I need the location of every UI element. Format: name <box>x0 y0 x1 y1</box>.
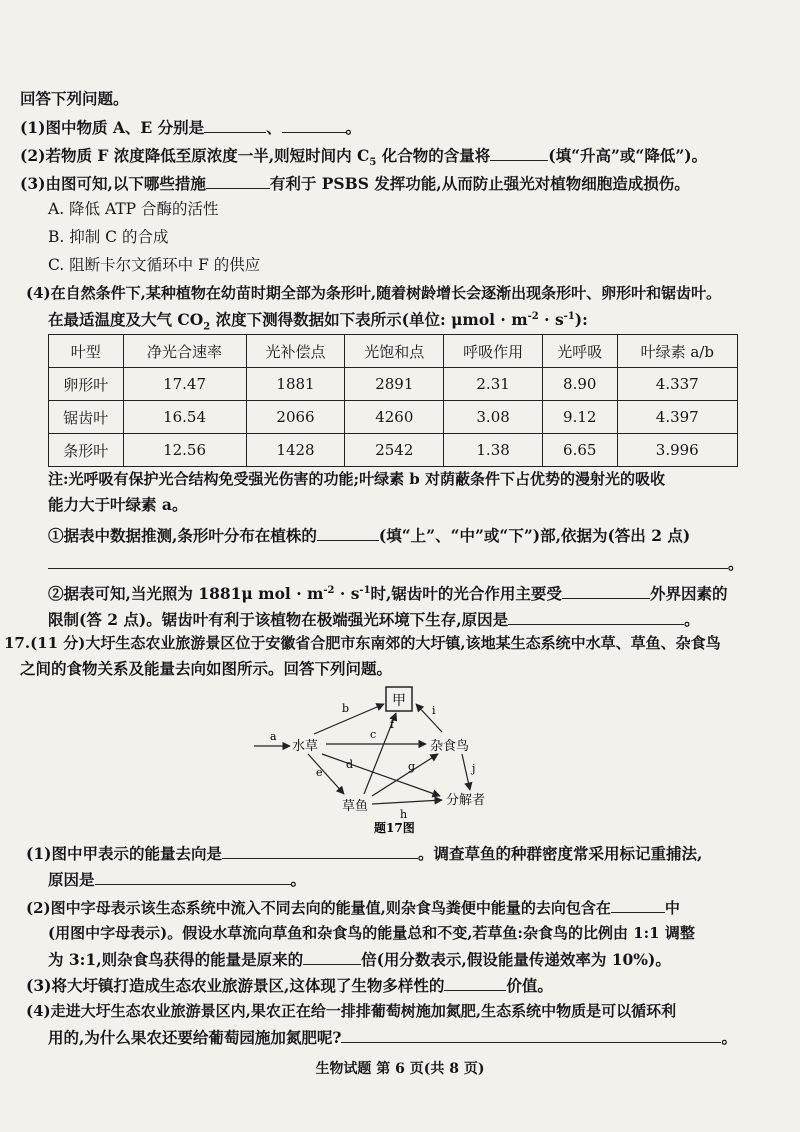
option-b: B. 抑制 C 的合成 <box>48 228 169 246</box>
table-cell: 1881 <box>246 368 345 401</box>
label-f: f <box>390 718 395 731</box>
question-1: (1)图中物质 A、E 分别是 、 。 <box>20 118 362 137</box>
answer-blank[interactable] <box>341 1026 721 1043</box>
leaf-data-table <box>48 334 738 467</box>
table-cell: 条形叶 <box>49 434 124 467</box>
answer-blank[interactable] <box>444 974 506 991</box>
table-cell: 4.397 <box>617 401 737 434</box>
diagram-caption: 题17图 <box>374 821 415 835</box>
table-header-cell: 叶型 <box>49 335 124 368</box>
answer-blank[interactable] <box>48 552 728 569</box>
label-b: b <box>342 702 350 715</box>
part-4-cont: 用的,为什么果农还要给葡萄园施加氮肥呢? 。 <box>48 1028 737 1047</box>
question-2: (2)若物质 F 浓度降低至原浓度一半,则短时间内 $C_5$ 化合物的含量将 (填“升高”或“降低”)。 <box>20 146 708 169</box>
table-cell: 4260 <box>345 401 444 434</box>
part-2: (2)图中字母表示该生态系统中流入不同去向的能量值,则杂食鸟粪便中能量的去向包含在 中 <box>26 896 680 919</box>
table-cell: 4.337 <box>617 368 737 401</box>
sub-question-1: ①据表中数据推测,条形叶分布在植株的 (填“上”、“中”或“下”)部,依据为(答出 2 点) <box>48 526 691 545</box>
table-row <box>49 434 738 467</box>
label-j: j <box>472 762 476 775</box>
node-shuicao: 水草 <box>292 739 319 754</box>
table-header-cell: 净光合速率 <box>123 335 246 368</box>
intro-text: 回答下列问题。 <box>20 89 129 108</box>
answer-blank[interactable] <box>508 608 684 625</box>
label-c: c <box>370 728 377 741</box>
table-header-cell: 光呼吸 <box>543 335 618 368</box>
question-4: (4)在自然条件下,某种植物在幼苗时期全部为条形叶,随着树龄增长会逐渐出现条形叶、卵形叶和锯齿叶。 <box>26 284 722 302</box>
answer-blank[interactable] <box>204 116 266 133</box>
answer-blank[interactable] <box>222 842 418 859</box>
table-cell: 3.996 <box>617 434 737 467</box>
table-row <box>49 401 738 434</box>
label-i: i <box>432 704 436 717</box>
part-2-cont: (用图中字母表示)。假设水草流向草鱼和杂食鸟的能量总和不变,若草鱼:杂食鸟的比例由 1:1 调整 <box>48 924 695 942</box>
table-cell: 2542 <box>345 434 444 467</box>
label-g: g <box>408 760 416 773</box>
part-3: (3)将大圩镇打造成生态农业旅游景区,这体现了生物多样性的 价值。 <box>26 976 553 995</box>
label-a: a <box>270 730 277 743</box>
table-cell: 17.47 <box>123 368 246 401</box>
table-cell: 8.90 <box>543 368 618 401</box>
part-4: (4)走进大圩生态农业旅游景区内,果农正在给一排排葡萄树施加氮肥,生态系统中物质是可以循环利 <box>26 1002 677 1020</box>
table-header-cell: 呼吸作用 <box>444 335 543 368</box>
table-cell: 1.38 <box>444 434 543 467</box>
part-2-end: 为 3:1,则杂食鸟获得的能量是原来的 倍(用分数表示,假设能量传递效率为 10%)。 <box>48 950 671 969</box>
table-cell: 12.56 <box>123 434 246 467</box>
answer-blank[interactable] <box>282 116 346 133</box>
answer-blank[interactable] <box>206 172 270 189</box>
table-cell: 2066 <box>246 401 345 434</box>
question-4-unit: 在最适温度及大气 $CO_2$ 浓度下测得数据如下表所示(单位: $\mu mol \cdot m^{-2} \cdot s^{-1}$): <box>48 310 588 333</box>
answer-blank[interactable] <box>490 144 548 161</box>
answer-blank[interactable] <box>303 948 361 965</box>
question-17-cont: 之间的食物关系及能量去向如图所示。回答下列问题。 <box>20 659 393 678</box>
node-fenjiezhe: 分解者 <box>446 793 486 808</box>
table-cell: 9.12 <box>543 401 618 434</box>
question-3: (3)由图可知,以下哪些措施 有利于 PSBS 发挥功能,从而防止强光对植物细胞造成损伤。 <box>20 174 690 193</box>
answer-blank[interactable] <box>95 868 291 885</box>
table-cell: 16.54 <box>123 401 246 434</box>
table-cell: 锯齿叶 <box>49 401 124 434</box>
table-header-cell: 叶绿素 a/b <box>617 335 737 368</box>
node-caoyu: 草鱼 <box>342 799 369 814</box>
label-e: e <box>316 766 323 779</box>
table-cell: 3.08 <box>444 401 543 434</box>
table-cell: 1428 <box>246 434 345 467</box>
page-footer: 生物试题 第 6 页(共 8 页) <box>315 1061 485 1077</box>
table-cell: 6.65 <box>543 434 618 467</box>
table-cell: 卵形叶 <box>49 368 124 401</box>
table-header-cell: 光饱和点 <box>345 335 444 368</box>
arrow-j <box>462 754 470 790</box>
table-header-cell: 光补偿点 <box>246 335 345 368</box>
note-line-1: 注:光呼吸有保护光合结构免受强光伤害的功能;叶绿素 b 对荫蔽条件下占优势的漫射光的吸收 <box>48 470 666 488</box>
label-d: d <box>346 758 354 771</box>
answer-blank[interactable] <box>562 582 650 599</box>
table-row <box>49 368 738 401</box>
question-17: 17.(11 分)大圩生态农业旅游景区位于安徽省合肥市东南郊的大圩镇,该地某生态系统中水草、草鱼、杂食鸟 <box>4 634 721 652</box>
option-a: A. 降低 ATP 合酶的活性 <box>48 200 219 218</box>
label-h: h <box>400 808 408 821</box>
answer-blank[interactable] <box>611 896 665 913</box>
answer-blank[interactable] <box>317 524 379 541</box>
arrow-i <box>416 704 442 732</box>
table-cell: 2891 <box>345 368 444 401</box>
option-c: C. 阻断卡尔文循环中 F 的供应 <box>48 256 261 274</box>
table-header-row <box>49 335 738 368</box>
node-jia: 甲 <box>392 693 406 709</box>
table-cell: 2.31 <box>444 368 543 401</box>
note-line-2: 能力大于叶绿素 a。 <box>48 495 188 514</box>
sub-question-2: ②据表可知,当光照为 1881μ mol · $m^{-2} \cdot s^{-1}$时,锯齿叶的光合作用主要受 外界因素的 <box>48 584 728 604</box>
part-1: (1)图中甲表示的能量去向是 。调查草鱼的种群密度常采用标记重捕法, <box>26 844 703 863</box>
arrow-h <box>372 800 442 804</box>
sub-question-2-cont: 限制(答 2 点)。锯齿叶有利于该植物在极端强光环境下生存,原因是 。 <box>48 610 700 629</box>
part-1-cont: 原因是 。 <box>48 870 307 889</box>
node-zashiniao: 杂食鸟 <box>430 739 470 754</box>
food-web-diagram <box>250 686 510 836</box>
sub-question-1-answer: 。 <box>48 552 744 575</box>
